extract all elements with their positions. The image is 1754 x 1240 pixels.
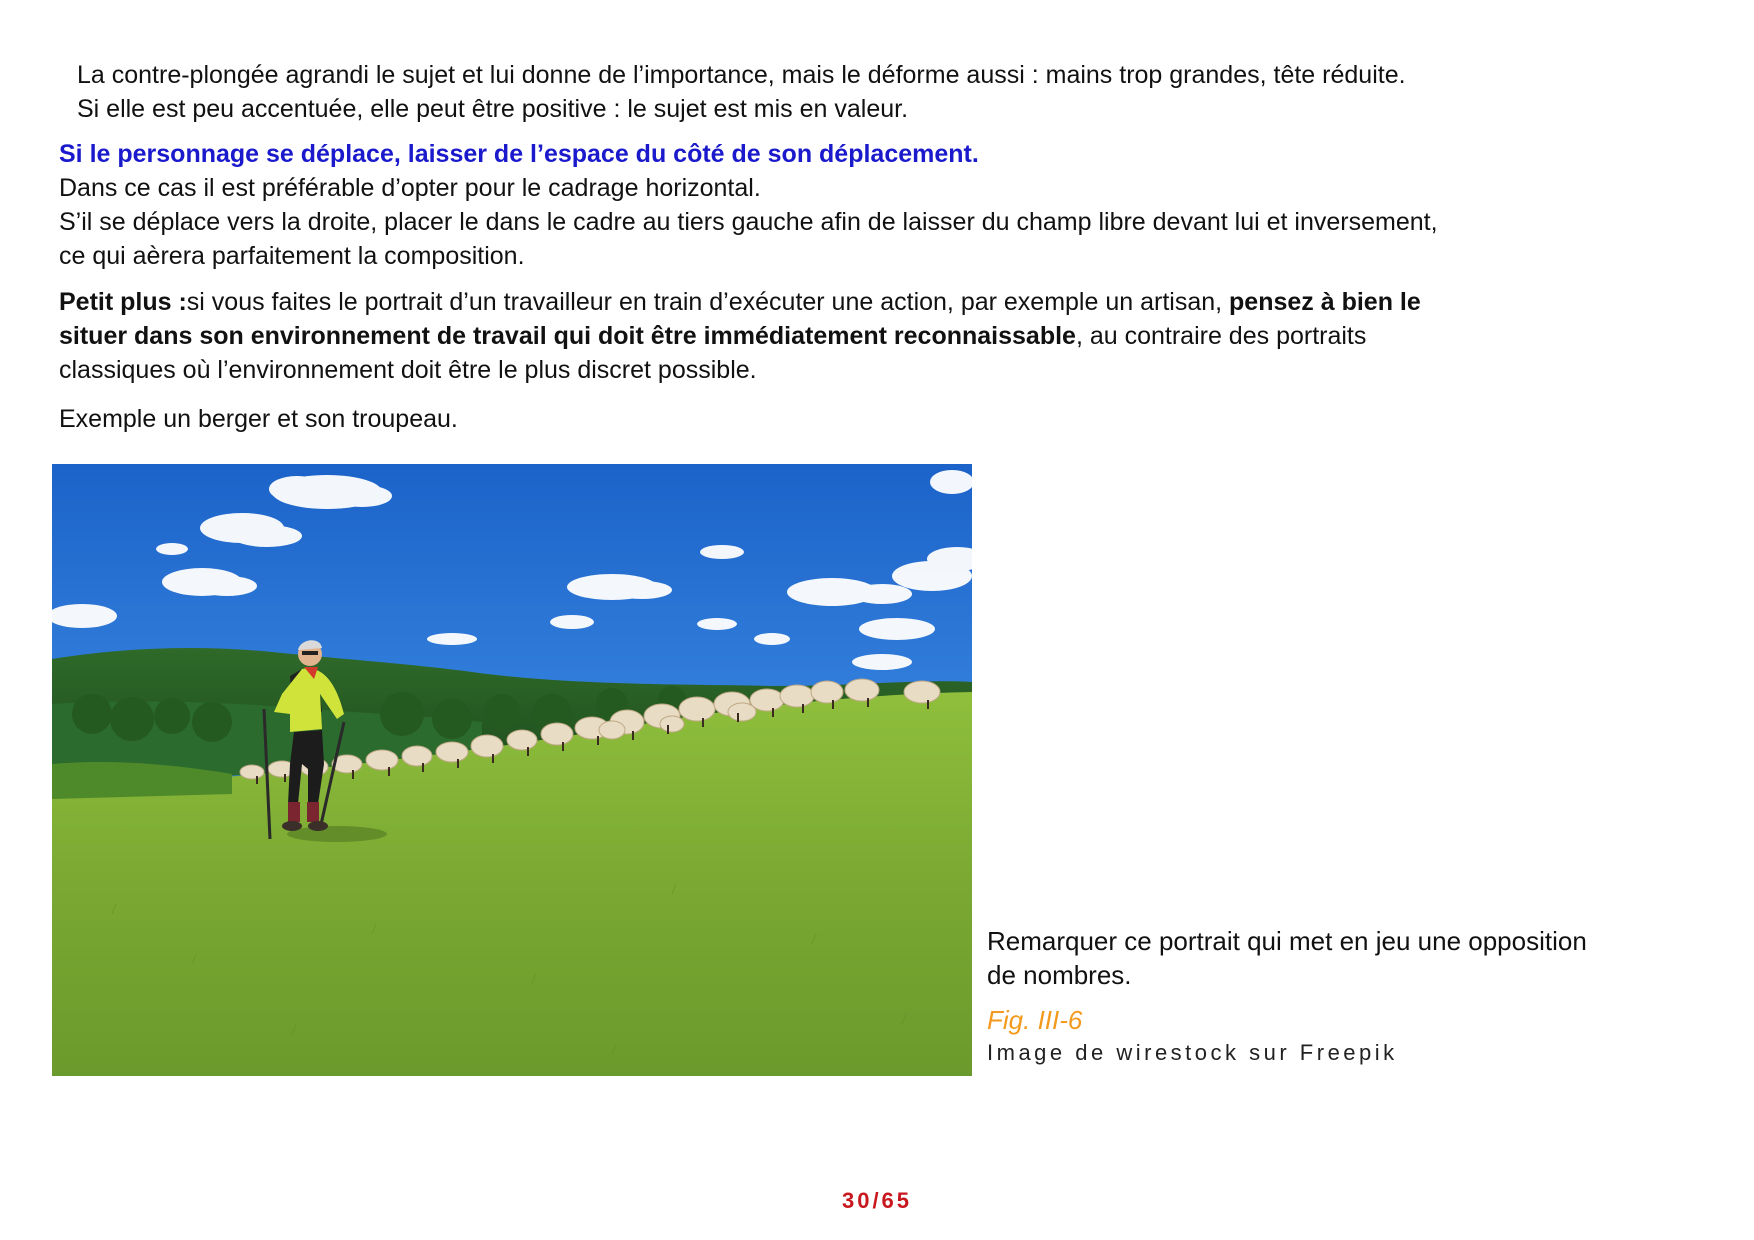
caption-line-1: Remarquer ce portrait qui met en jeu une opposition bbox=[987, 926, 1587, 956]
bonus-line-2 bbox=[59, 319, 1421, 353]
figure-caption bbox=[987, 924, 1707, 992]
bonus-line-3: classiques où l’environnement doit être le plus discret possible. bbox=[59, 356, 757, 384]
movement-heading: Si le personnage se déplace, laisser de l’espace du côté de son déplacement. bbox=[59, 140, 979, 168]
movement-line-2: S’il se déplace vers la droite, placer le dans le cadre au tiers gauche afin de laisser du champ libre devant lui et inversement, bbox=[59, 208, 1438, 236]
bonus-text-a: si vous faites le portrait d’un travailleur en train d’exécuter une action, par exemple un artisan, bbox=[186, 288, 1230, 316]
shepherd-photo-illustration bbox=[52, 464, 972, 1076]
perspective-line-1: La contre-plongée agrandi le sujet et lui donne de l’importance, mais le déforme aussi : mains trop grandes, tête réduite. bbox=[77, 61, 1406, 89]
page-number: 30/65 bbox=[841, 1188, 913, 1213]
movement-section bbox=[59, 137, 1438, 273]
movement-line-1: Dans ce cas il est préférable d’opter pour le cadrage horizontal. bbox=[59, 174, 761, 202]
perspective-paragraph bbox=[77, 58, 1406, 126]
bonus-bold-a: pensez à bien le bbox=[1229, 288, 1421, 316]
bonus-paragraph bbox=[59, 285, 1421, 387]
shepherd-photo bbox=[52, 464, 972, 1076]
bonus-text-b: , au contraire des portraits bbox=[1075, 322, 1367, 350]
example-line: Exemple un berger et son troupeau. bbox=[59, 405, 458, 433]
movement-line-3: ce qui aèrera parfaitement la composition. bbox=[59, 242, 525, 270]
bonus-line-1 bbox=[59, 285, 1421, 319]
bonus-label: Petit plus : bbox=[59, 288, 187, 316]
bonus-bold-b: situer dans son environnement de travail qui doit être immédiatement reconnaissable bbox=[59, 322, 1076, 350]
caption-line-2: de nombres. bbox=[987, 960, 1132, 990]
figure-label: Fig. III-6 bbox=[987, 1005, 1083, 1035]
image-credit: Image de wirestock sur Freepik bbox=[987, 1040, 1398, 1065]
perspective-line-2: Si elle est peu accentuée, elle peut être positive : le sujet est mis en valeur. bbox=[77, 95, 909, 123]
